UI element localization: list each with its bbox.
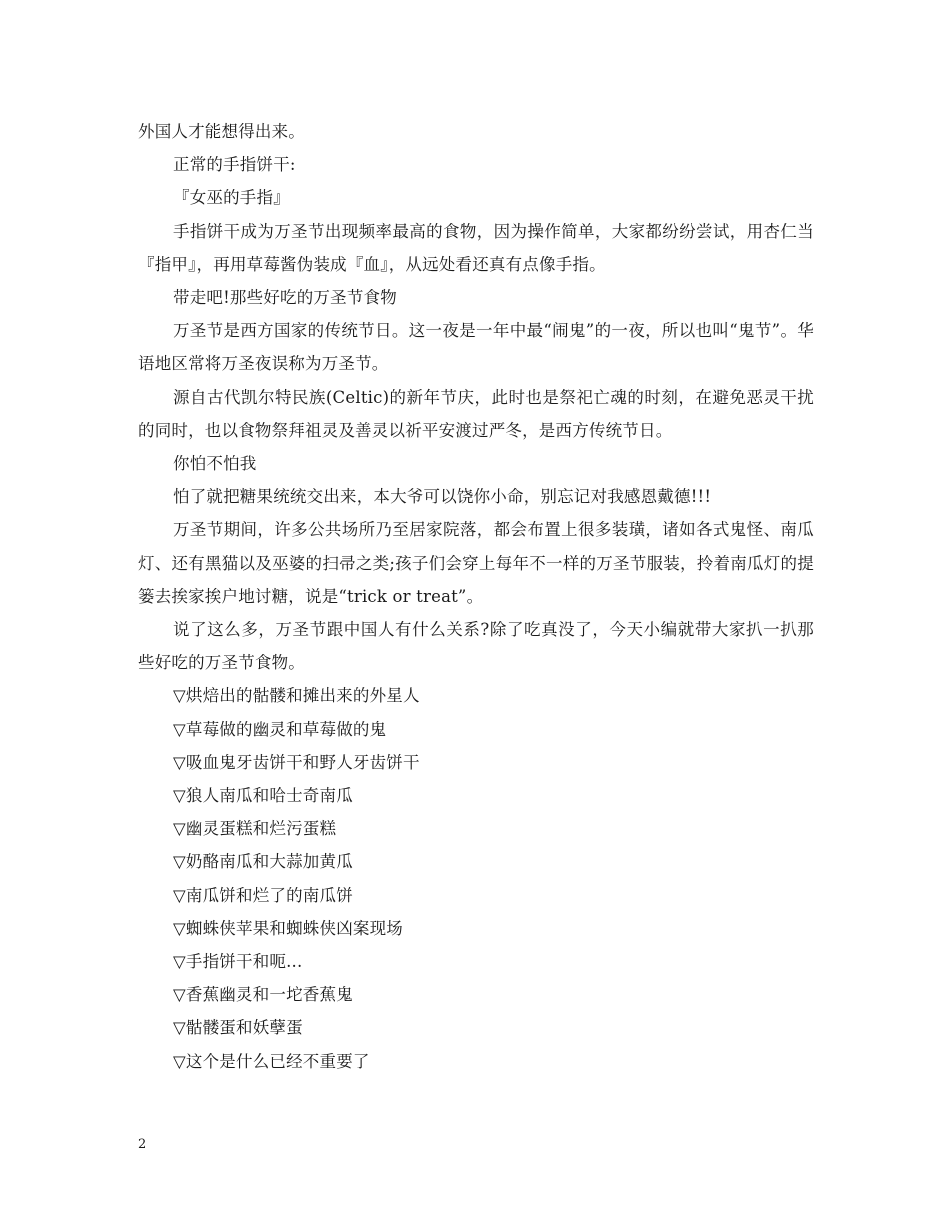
- list-item: ▽蜘蛛侠苹果和蜘蛛侠凶案现场: [173, 918, 403, 938]
- page-number: 2: [138, 1137, 147, 1152]
- list-item: ▽南瓜饼和烂了的南瓜饼: [173, 885, 353, 905]
- list-item: ▽香蕉幽灵和一坨香蕉鬼: [173, 985, 353, 1005]
- paragraph: 手指饼干成为万圣节出现频率最高的食物，因为操作简单，大家都纷纷尝试，用杏仁当『指甲』，再用草莓酱伪装成『血』，从远处看还真有点像手指。: [138, 221, 814, 274]
- paragraph: 带走吧!那些好吃的万圣节食物: [173, 288, 397, 308]
- list-item: ▽烘焙出的骷髅和摊出来的外星人: [173, 686, 420, 706]
- paragraph: 你怕不怕我: [173, 454, 257, 474]
- list-item: ▽幽灵蛋糕和烂污蛋糕: [173, 819, 337, 839]
- paragraph: 外国人才能想得出来。: [138, 122, 305, 141]
- list-item: ▽吸血鬼牙齿饼干和野人牙齿饼干: [173, 752, 420, 772]
- list-item: ▽奶酪南瓜和大蒜加黄瓜: [173, 852, 353, 872]
- paragraph: 说了这么多，万圣节跟中国人有什么关系?除了吃真没了，今天小编就带大家扒一扒那些好吃的万圣节食物。: [138, 620, 814, 673]
- paragraph: 正常的手指饼干:: [173, 155, 296, 175]
- paragraph: 万圣节是西方国家的传统节日。这一夜是一年中最“闹鬼”的一夜，所以也叫“鬼节”。华语地区常将万圣夜误称为万圣节。: [138, 321, 814, 374]
- paragraph: 源自古代凯尔特民族(Celtic)的新年节庆，此时也是祭祀亡魂的时刻，在避免恶灵干扰的同时，也以食物祭拜祖灵及善灵以祈平安渡过严冬，是西方传统节日。: [138, 387, 814, 440]
- list-item: ▽这个是什么已经不重要了: [173, 1051, 370, 1071]
- list-item: ▽草莓做的幽灵和草莓做的鬼: [173, 719, 387, 739]
- paragraph: 万圣节期间，许多公共场所乃至居家院落，都会布置上很多装璜，诸如各式鬼怪、南瓜灯、还有黑猫以及巫婆的扫帚之类;孩子们会穿上每年不一样的万圣节服装，拎着南瓜灯的提篓去挨家挨户地讨糖，说是“trick or treat”。: [138, 520, 814, 606]
- list-item: ▽狼人南瓜和哈士奇南瓜: [173, 786, 353, 806]
- paragraph: 怕了就把糖果统统交出来，本大爷可以饶你小命，别忘记对我感恩戴德!!!: [173, 487, 712, 507]
- paragraph: 『女巫的手指』: [173, 188, 290, 208]
- list-item: ▽手指饼干和呃...: [173, 952, 303, 972]
- list-item: ▽骷髅蛋和妖孽蛋: [173, 1018, 303, 1038]
- document-body: [138, 115, 814, 1078]
